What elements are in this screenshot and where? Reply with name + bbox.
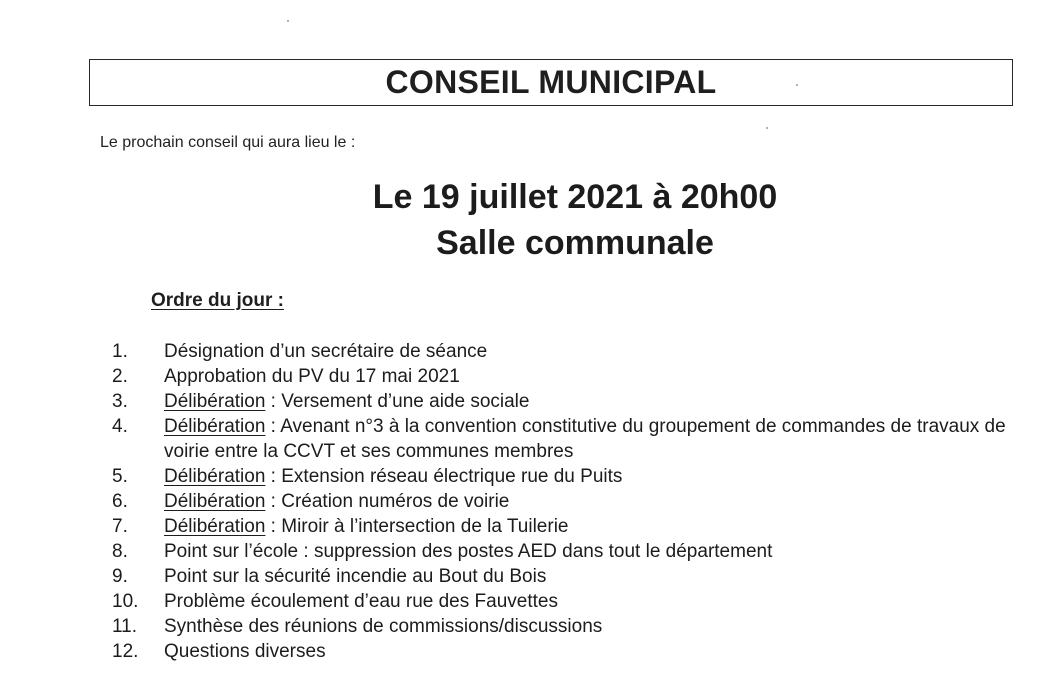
- agenda-item-kind: Délibération: [164, 466, 266, 487]
- agenda-item-kind: Délibération: [164, 391, 266, 412]
- agenda-item-kind: Délibération: [164, 491, 266, 512]
- agenda-item-text: Versement d’une aide sociale: [281, 391, 530, 412]
- intro-text: Le prochain conseil qui aura lieu le :: [100, 134, 356, 151]
- agenda-item-number: 5.: [112, 466, 128, 487]
- agenda-item-separator: :: [265, 391, 282, 412]
- agenda-item-text: Questions diverses: [164, 641, 326, 662]
- agenda-item-number: 8.: [112, 541, 128, 562]
- meeting-place: Salle communale: [436, 224, 714, 262]
- agenda-item-kind: Délibération: [164, 416, 266, 437]
- agenda-item-separator: :: [265, 516, 282, 537]
- meeting-date: Le 19 juillet 2021 à 20h00: [372, 178, 778, 216]
- agenda-item-text: Désignation d’un secrétaire de séance: [164, 341, 488, 362]
- agenda-item-number: 10.: [112, 591, 139, 612]
- title-box: [89, 59, 1013, 106]
- document-title: CONSEIL MUNICIPAL: [385, 64, 717, 100]
- agenda-item-text: Point sur la sécurité incendie au Bout du Bois: [164, 566, 547, 587]
- agenda-item-number: 3.: [112, 391, 128, 412]
- agenda-item: [0, 464, 1059, 489]
- agenda-item-number: 9.: [112, 566, 128, 587]
- agenda-item: [0, 539, 1059, 564]
- agenda-item: [0, 514, 1059, 539]
- agenda-item-text: Synthèse des réunions de commissions/discussions: [164, 616, 603, 637]
- scan-speck: [766, 127, 768, 129]
- agenda-item-text: Création numéros de voirie: [281, 491, 510, 512]
- agenda-item-kind: Délibération: [164, 516, 266, 537]
- agenda-item: [0, 639, 1059, 664]
- agenda-item: [0, 364, 1059, 389]
- agenda-item: [0, 414, 1059, 464]
- agenda-item-text: Approbation du PV du 17 mai 2021: [164, 366, 460, 387]
- agenda-item-text: Point sur l’école : suppression des postes AED dans tout le département: [164, 541, 773, 562]
- agenda-item-text: Miroir à l’intersection de la Tuilerie: [281, 516, 569, 537]
- agenda-item-number: 6.: [112, 491, 128, 512]
- agenda-item: [0, 614, 1059, 639]
- agenda-item-separator: :: [265, 466, 282, 487]
- agenda-item-text: Problème écoulement d’eau rue des Fauvettes: [164, 591, 558, 612]
- agenda-item-text: Avenant n°3 à la convention constitutive du groupement de commandes de travaux de voirie entre la CCVT et ses communes membres: [164, 416, 1006, 462]
- agenda-item-text: Extension réseau électrique rue du Puits: [281, 466, 623, 487]
- agenda-item-number: 7.: [112, 516, 128, 537]
- agenda-item: [0, 564, 1059, 589]
- agenda-item: [0, 489, 1059, 514]
- scan-speck: [287, 20, 289, 22]
- agenda-item-separator: :: [265, 416, 281, 437]
- agenda-item-separator: :: [265, 491, 282, 512]
- agenda-item: [0, 589, 1059, 614]
- agenda-item-number: 1.: [112, 341, 128, 362]
- agenda-heading: Ordre du jour :: [151, 290, 284, 311]
- agenda-item-number: 11.: [112, 616, 138, 637]
- agenda-item: [0, 339, 1059, 364]
- agenda-item-number: 12.: [112, 641, 139, 662]
- agenda-list: [0, 339, 1059, 664]
- agenda-item: [0, 389, 1059, 414]
- agenda-item-number: 2.: [112, 366, 128, 387]
- agenda-item-number: 4.: [112, 416, 128, 437]
